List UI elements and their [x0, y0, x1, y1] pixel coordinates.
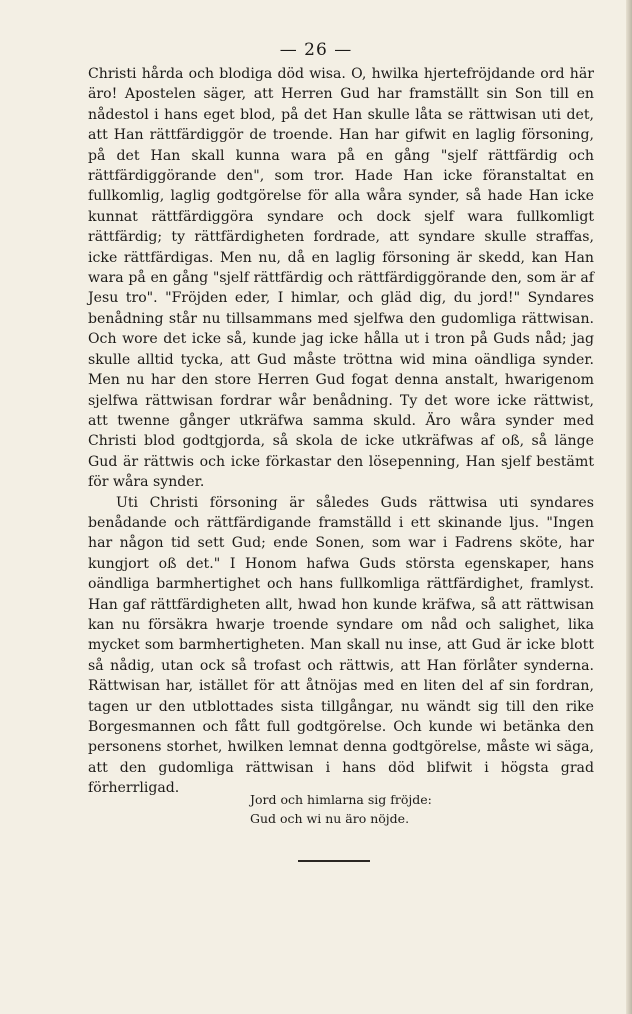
paragraph-1: Christi hårda och blodiga död wisa. O, hwilka hjertefröjdande ord här äro! Apostelen säger, att Herren Gud har framställt sin Son till en nådestol i hans eget blod, på det Han skulle låta se rättwisan uti det, att Han rättfärdiggör de troende. Han har gifwit en laglig försoning, på det Han skall kunna wara på en gång "sjelf rättfärdig och rättfärdiggörande den", som tror. Hade Han icke föranstaltat en fullkomlig, laglig godtgörelse för alla wåra synder, så hade Han icke kunnat rättfärdiggöra syndare och dock sjelf wara fullkomligt rättfärdig; ty rättfärdigheten fordrade, att syndare skulle straffas, icke rättfärdigas. Men nu, då en laglig försoning är skedd, kan Han wara på en gång "sjelf rättfärdig och rättfärdiggörande den, som är af Jesu tro". "Fröjden eder, I himlar, och gläd dig, du jord!" Syndares benådning står nu tillsammans med sjelfwa den gudomliga rättwisan. Och wore det icke så, kunde jag icke hålla ut i tron på Guds nåd; jag skulle alltid tycka, att Gud måste tröttna wid mina oändliga synder. Men nu har den store Herren Gud fogat denna anstalt, hwarigenom sjelfwa rättwisan fordrar wår benådning. Ty det wore icke rättwist, att twenne gånger utkräfwa samma skuld. Äro wåra synder med Christi blod godtgjorda, så skola de icke utkräfwas af oß, så länge Gud är rättwis och icke förkastar den lösepenning, Han sjelf bestämt för wåra synder. [88, 66, 594, 491]
end-rule [298, 860, 370, 862]
verse-line-1: Jord och himlarna sig fröjde: [250, 792, 432, 807]
page-number: — 26 — [279, 40, 353, 60]
paragraph-2: Uti Christi försoning är således Guds rättwisa uti syndares benådande och rättfärdigande framställd i ett skinande ljus. "Ingen har någon tid sett Gud; ende Sonen, som war i Fadrens sköte, har kungjort oß det." I Honom hafwa Guds största egenskaper, hans oändliga barmhertighet och hans fullkomliga rättfärdighet, framlyst. Han gaf rättfärdigheten allt, hwad hon kunde kräfwa, så att rättwisan kan nu försäkra hwarje troende syndare om nåd och salighet, lika mycket som barmhertigheten. Man skall nu inse, att Gud är icke blott så nådig, utan ock så trofast och rättwis, att Han förlåter synderna. Rättwisan har, istället för att åtnöjas med en liten del af sin fordran, tagen ur den utblottades sista tillgångar, nu wändt sig till den rike Borgesmannen och fått full godtgörelse. Och kunde wi betänka den personens storhet, hwilken lemnat denna godtgörelse, måste wi säga, att den gudomliga rättwisan i hans död blifwit i högsta grad förherrligad. [88, 494, 594, 797]
closing-verse [250, 790, 432, 828]
page-edge-shadow [626, 0, 632, 1014]
body-text [88, 64, 594, 799]
verse-line-2: Gud och wi nu äro nöjde. [250, 811, 410, 826]
